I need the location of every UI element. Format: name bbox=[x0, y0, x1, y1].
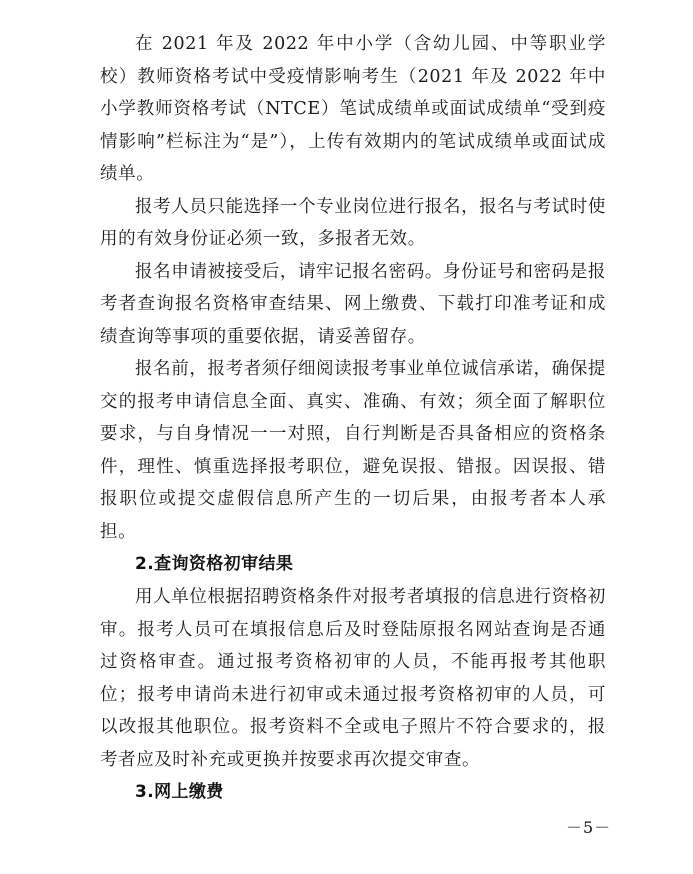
paragraph-password-notice: 报名申请被接受后，请牢记报名密码。身份证号和密码是报考者查询报名资格审查结果、网上缴费、下载打印准考证和成绩查询等事项的重要依据，请妥善留存。 bbox=[100, 261, 606, 347]
page-number: －5－ bbox=[566, 818, 612, 837]
section-heading-query-results: 2.查询资格初审结果 bbox=[135, 554, 294, 574]
paragraph-initial-review: 用人单位根据招聘资格条件对报考者填报的信息进行资格初审。报考人员可在填报信息后及时登陆原报名网站查询是否通过资格审查。通过报考资格初审的人员，不能再报考其他职位；报考申请尚未进行初审或未通过报考资格初审的人员，可以改报其他职位。报考资料不全或电子照片不符合要求的，报考者应及时补充或更换并按要求再次提交审查。 bbox=[100, 587, 606, 770]
paragraph-single-position: 报考人员只能选择一个专业岗位进行报名，报名与考试时使用的有效身份证必须一致，多报者无效。 bbox=[100, 196, 606, 249]
document-body bbox=[100, 28, 606, 809]
paragraph-ntce-upload: 在 2021 年及 2022 年中小学（含幼儿园、中等职业学校）教师资格考试中受疫情影响考生（2021 年及 2022 年中小学教师资格考试（NTCE）笔试成绩单或面试成绩单“受到疫情影响”栏标注为“是”），上传有效期内的笔试成绩单或面试成绩单。 bbox=[100, 34, 606, 184]
section-heading-online-payment: 3.网上缴费 bbox=[135, 782, 224, 802]
paragraph-integrity-commitment: 报名前，报考者须仔细阅读报考事业单位诚信承诺，确保提交的报考申请信息全面、真实、准确、有效；须全面了解职位要求，与自身情况一一对照，自行判断是否具备相应的资格条件，理性、慎重选择报考职位，避免误报、错报。因误报、错报职位或提交虚假信息所产生的一切后果，由报考者本人承担。 bbox=[100, 359, 606, 542]
